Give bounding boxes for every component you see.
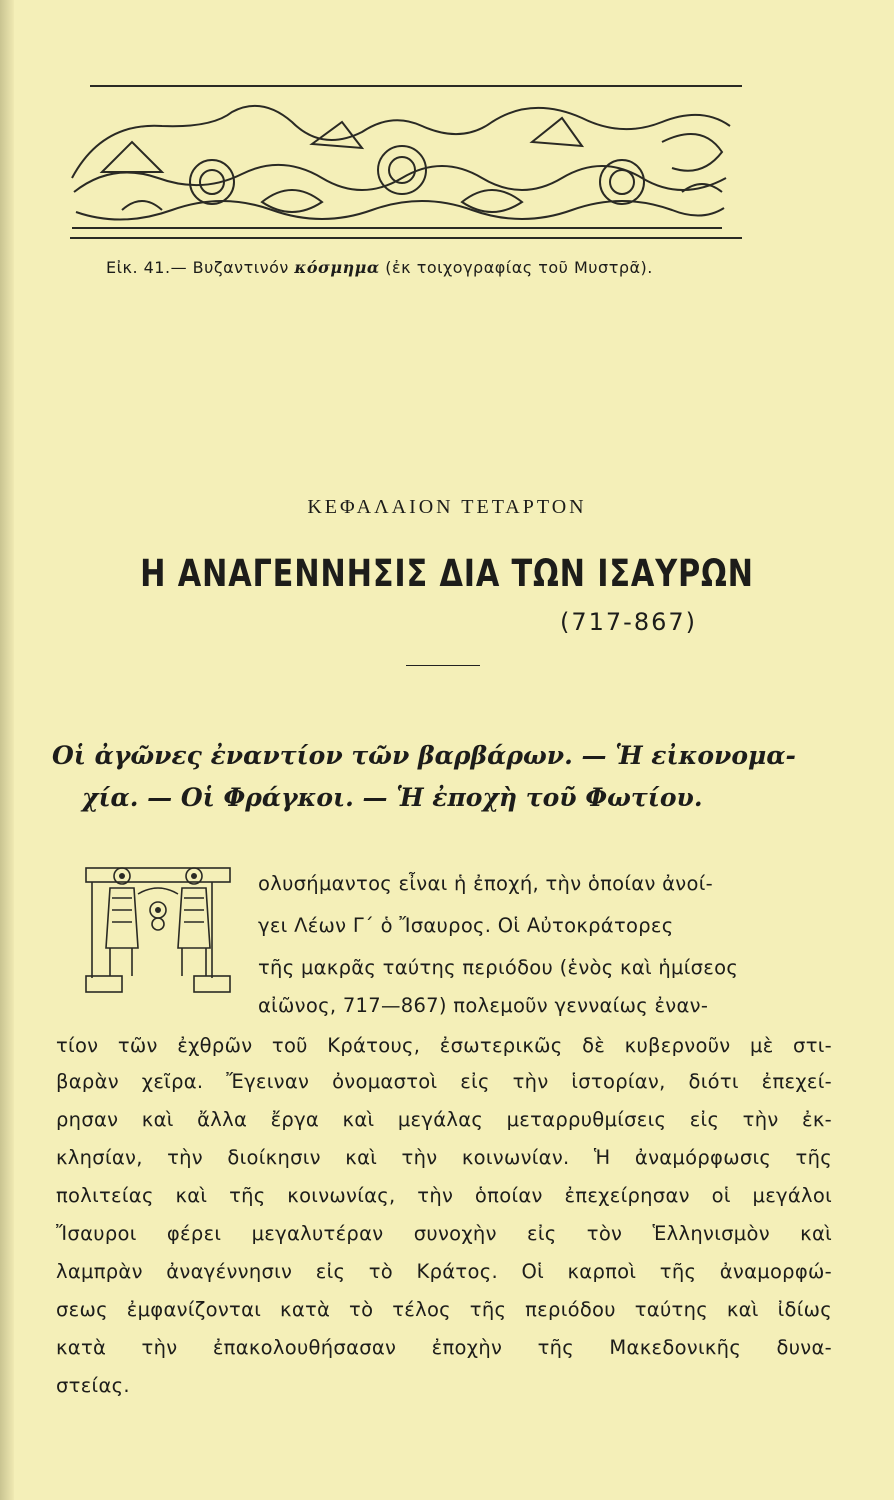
body-line: κατὰ τὴν ἐπακολουθήσασαν ἐποχὴν τῆς Μακεδονικῆς δυνα- [56, 1336, 832, 1359]
body-line: αἰῶνος, 717—867) πολεμοῦν γενναίως ἐναν- [258, 994, 709, 1017]
chapter-title: Η ΑΝΑΓΕΝΝΗΣΙΣ ΔΙΑ ΤΩΝ ΙΣΑΥΡΩΝ [140, 552, 754, 595]
summary-line-1: Οἱ ἀγῶνες ἐναντίον τῶν βαρβάρων. — Ἡ εἰκονομα- [52, 741, 796, 770]
chapter-date-range: (717-867) [560, 608, 698, 636]
section-divider [406, 665, 480, 666]
body-line: τίον τῶν ἐχθρῶν τοῦ Κράτους, ἐσωτερικῶς δὲ κυβερνοῦν μὲ στι- [56, 1034, 832, 1057]
figure-caption: Εἰκ. 41.— Βυζαντινόν κόσμημα (ἐκ τοιχογραφίας τοῦ Μυστρᾶ). [106, 258, 653, 277]
chapter-summary [52, 735, 842, 819]
chapter-label: ΚΕΦΑΛΑΙΟΝ ΤΕΤΑΡΤΟΝ [307, 496, 587, 518]
body-line: στείας. [56, 1374, 130, 1397]
body-line: γει Λέων Γ΄ ὁ Ἴσαυρος. Οἱ Αὐτοκράτορες [258, 914, 674, 937]
body-line: ολυσήμαντος εἶναι ἡ ἐποχή, τὴν ὁποίαν ἀνοί- [258, 872, 713, 895]
page-edge-shadow [0, 0, 14, 1500]
body-line: βαρὰν χεῖρα. Ἔγειναν ὀνομαστοὶ εἰς τὴν ἱστορίαν, διότι ἐπεχεί- [56, 1070, 832, 1093]
figure-caption-italic: κόσμημα [294, 258, 380, 277]
summary-line-2: χία. — Οἱ Φράγκοι. — Ἡ ἐποχὴ τοῦ Φωτίου. [82, 783, 703, 812]
body-line: ρησαν καὶ ἄλλα ἔργα καὶ μεγάλας μεταρρυθμίσεις εἰς τὴν ἐκ- [56, 1108, 832, 1131]
body-line: σεως ἐμφανίζονται κατὰ τὸ τέλος τῆς περιόδου ταύτης καὶ ἰδίως [56, 1298, 832, 1321]
body-line: κλησίαν, τὴν διοίκησιν καὶ τὴν κοινωνίαν. Ἡ ἀναμόρφωσις τῆς [56, 1146, 832, 1169]
byzantine-ornament-illustration [62, 82, 744, 242]
decorated-initial-illustration [82, 858, 234, 1000]
body-line: τῆς μακρᾶς ταύτης περιόδου (ἑνὸς καὶ ἡμίσεος [258, 956, 739, 979]
body-line: Ἴσαυροι φέρει μεγαλυτέραν συνοχὴν εἰς τὸν Ἑλληνισμὸν καὶ [56, 1222, 832, 1245]
body-line: πολιτείας καὶ τῆς κοινωνίας, τὴν ὁποίαν ἐπεχείρησαν οἱ μεγάλοι [56, 1184, 832, 1207]
body-line: λαμπρὰν ἀναγέννησιν εἰς τὸ Κράτος. Οἱ καρποὶ τῆς ἀναμορφώ- [56, 1260, 832, 1283]
